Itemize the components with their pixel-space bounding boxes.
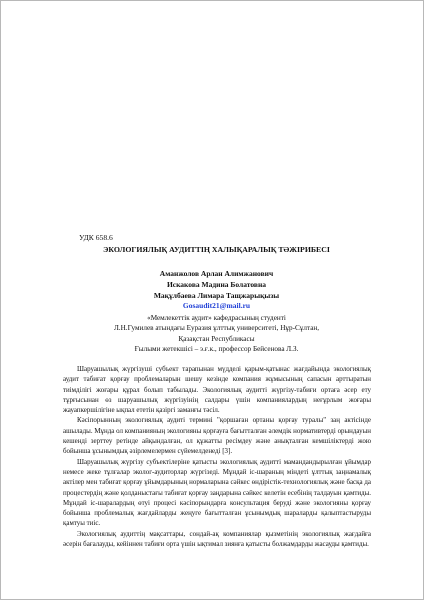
author-email[interactable]: Gosaudit21@mail.ru [182,301,251,311]
body-paragraph: Шаруашылық жүргізуші субъект тарапынан мүдделі қарым-қатынас жағдайында экологиялық аудит табиғат қорғау проблемаларын шешу кезінде компания жұмысының сапасын арттыратын тиімділігі жоғары құрал болып табылады. Экологиялық аудитті жүргізу-табиғи ортаға әсер ету тұрғысынан өз шаруашылық жүргізуінің салдары үшін компаниялардың неғұрлым жоғары жауапкершілігіне ықпал ететін қазіргі заманғы тәсіл. [63,365,371,415]
author-name: Искакова Мадина Болатовна [166,279,267,289]
body-paragraph: Шаруашылық жүргізу субъектілеріне қатысты экологиялық аудитті мамандандырылған ұйымдар немесе жеке тұлғалар эколог-аудиторлар жүргізеді. Мұндай іс-шараның міндеті ұлттық заңнамалық актілер мен табиғат қорғау ұйымдарының нормаларына сәйкес өндірістік-технологиялық және басқа да процестердің және қолданыстағы табиғат қорғау заңдарына сәйкес келетін есебінің талдауын қамтиды. Мұндай іс-шаралардың өтуі процесі кәсіпорындарға консультация беруді және экологияны қорғау бойынша проблемалық жағдайларды жеңуге бағытталған ұсынымдық шараларды қалыптастыруды қамтуы тиіс. [63,457,371,528]
body-text [63,364,371,549]
author-block [61,269,372,312]
affiliation-block [61,313,372,355]
affiliation-line: Ғылыми жетекшісі – э.ғ.к., профессор Бейсенова Л.З. [134,345,299,354]
author-name: Аманжолов Арлан Алимжанович [159,269,274,278]
affiliation-line: Қазақстан Республикасы [178,334,255,343]
body-paragraph: Экологиялық аудиттің мақсаттары, сондай-ақ компаниялар қызметінің экологиялық жағдайға әсерін бағалауды, кейіннен табиғи орта үшін ықтимал зиянға қатысты болжамдарды жасауды қамтиды. [63,529,371,549]
udk-code: УДК 658.6 [79,233,113,242]
author-name: Мақұлбаева Лимара Тащжарықызы [153,290,280,300]
affiliation-line: Л.Н.Гумилев атындағы Еуразия ұлттық университеті, Нұр-Сұлтан, [113,324,320,333]
body-paragraph: Кәсіпорынның экологиялық аудиті термині "қоршаған ортаны қорғау туралы" заң актісінде ашылады. Мұнда ол компанияның экологияны қорғауға бағытталған әлемдік нормативтерді орындауын кешенді зерттеу ретінде айқындалған, ол құжатты ресімдеу және анықталған кемшіліктерді жою бойынша ұсынымдық әзірлемелермен сүйемелденеді [3]. [63,416,371,456]
affiliation-line: «Мемлекеттік аудит» кафедрасының студенті [147,314,286,322]
paper-title: ЭКОЛОГИЯЛЫҚ АУДИТТІҢ ХАЛЫҚАРАЛЫҚ ТӘЖІРИБЕСІ [103,245,330,254]
